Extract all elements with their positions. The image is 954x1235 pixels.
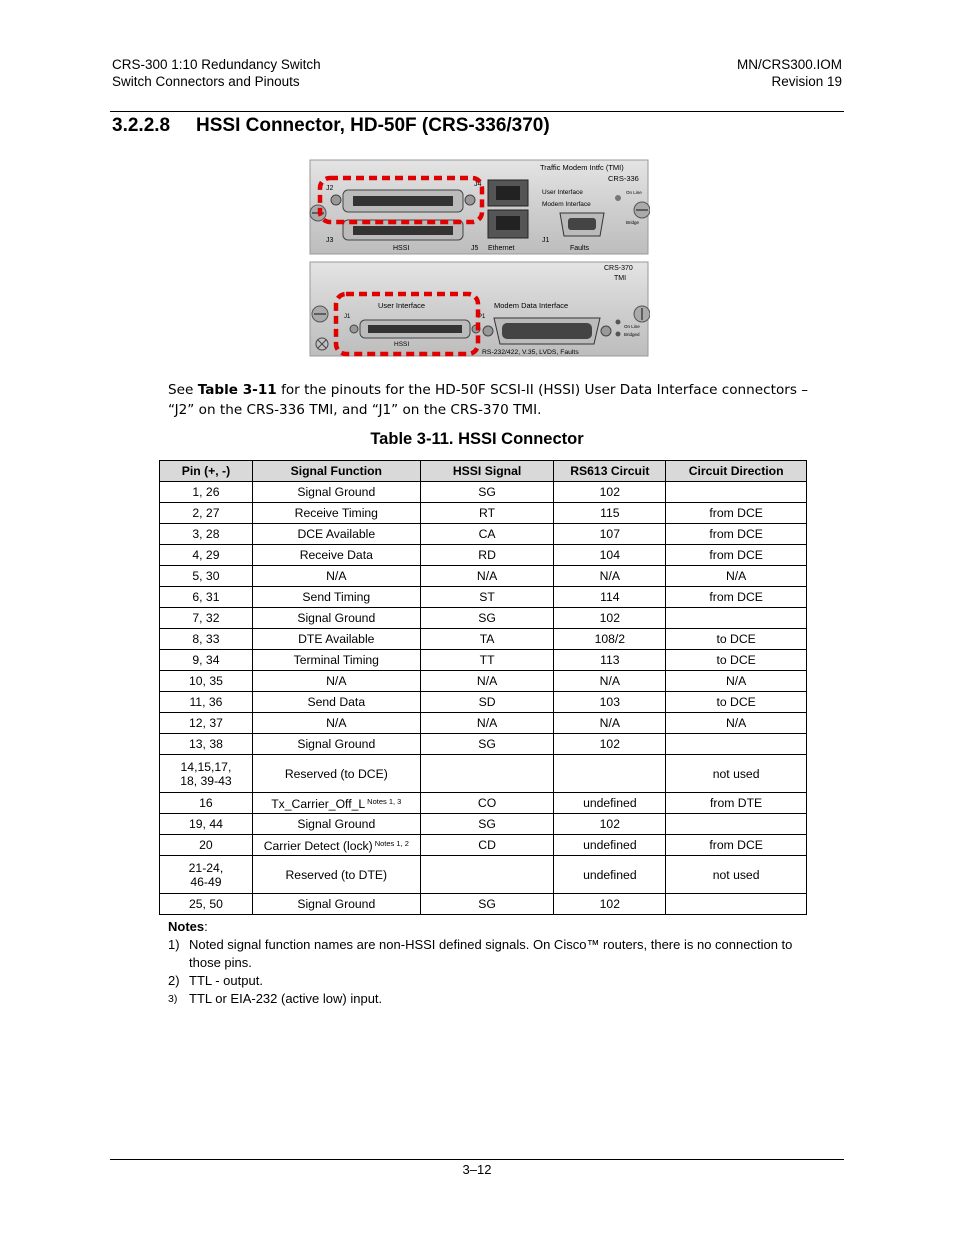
table-row (160, 503, 807, 524)
signal-function-text: Tx_Carrier_Off_L (271, 797, 366, 811)
table-row (160, 650, 807, 671)
circuit-direction-cell: to DCE (666, 650, 807, 671)
crs336-j3: J3 (326, 237, 334, 244)
note-item (168, 990, 808, 1008)
crs336-j5: J5 (471, 245, 479, 252)
crs370-bottom-label: RS-232/422, V.35, LVDS, Faults (482, 349, 579, 356)
circuit-direction-cell (666, 814, 807, 835)
signal-function-text: Receive Timing (294, 506, 378, 520)
pin-cell: 25, 50 (160, 894, 253, 915)
table-row (160, 524, 807, 545)
header-hssi-signal: HSSI Signal (420, 461, 554, 482)
rs613-circuit-cell: 107 (554, 524, 666, 545)
crs370-modem-data-interface: Modem Data Interface (494, 301, 569, 310)
signal-function-cell (252, 566, 420, 587)
signal-function-text: Signal Ground (297, 817, 376, 831)
pin-cell: 11, 36 (160, 692, 253, 713)
hssi-signal-cell: N/A (420, 671, 554, 692)
section-title: HSSI Connector, HD-50F (CRS-336/370) (196, 115, 550, 136)
note-reference: Notes 1, 2 (374, 839, 409, 848)
table-body (160, 482, 807, 915)
pin-cell: 20 (160, 835, 253, 856)
pin-cell: 5, 30 (160, 566, 253, 587)
hssi-signal-cell: CA (420, 524, 554, 545)
signal-function-cell (252, 814, 420, 835)
note-text: TTL or EIA-232 (active low) input. (189, 991, 383, 1006)
signal-function-cell (252, 629, 420, 650)
crs336-bridge: Bridge (626, 220, 640, 225)
hssi-signal-cell: CD (420, 835, 554, 856)
hssi-signal-cell (420, 856, 554, 894)
signal-function-text: DCE Available (297, 527, 376, 541)
crs336-j1: J1 (542, 237, 550, 244)
hssi-signal-cell (420, 755, 554, 793)
hssi-signal-cell: N/A (420, 566, 554, 587)
table-row (160, 482, 807, 503)
circuit-direction-cell (666, 608, 807, 629)
page-number: 3–12 (462, 1162, 492, 1177)
crs370-title: CRS-370 (604, 265, 633, 272)
hssi-signal-cell: RD (420, 545, 554, 566)
circuit-direction-cell: from DCE (666, 503, 807, 524)
table-row (160, 566, 807, 587)
circuit-direction-cell: N/A (666, 713, 807, 734)
signal-function-cell (252, 713, 420, 734)
signal-function-cell (252, 650, 420, 671)
table-row (160, 835, 807, 856)
document-title: CRS-300 1:10 Redundancy Switch (112, 57, 321, 72)
rs613-circuit-cell: undefined (554, 856, 666, 894)
hssi-signal-cell: TA (420, 629, 554, 650)
table-row (160, 545, 807, 566)
note-item (168, 936, 808, 972)
pin-cell: 9, 34 (160, 650, 253, 671)
circuit-direction-cell: N/A (666, 671, 807, 692)
signal-function-cell (252, 734, 420, 755)
crs336-hssi: HSSI (393, 245, 410, 252)
crs336-ethernet: Ethernet (488, 245, 515, 252)
intro-paragraph (168, 380, 828, 420)
table-row (160, 671, 807, 692)
table-caption: Table 3-11. HSSI Connector (370, 430, 584, 448)
crs336-model: CRS-336 (608, 174, 639, 183)
pin-cell: 6, 31 (160, 587, 253, 608)
notes-section: Notes: 1) Noted signal function names are non-HSSI defined signals. On Cisco™ routers, there is no connection to those pins. 2) TTL - output. 3) TTL or EIA-232 (active low) input. (168, 918, 808, 1008)
pin-cell: 2, 27 (160, 503, 253, 524)
circuit-direction-cell: from DTE (666, 793, 807, 814)
table-row (160, 793, 807, 814)
signal-function-cell (252, 793, 420, 814)
pin-cell: 12, 37 (160, 713, 253, 734)
circuit-direction-cell (666, 734, 807, 755)
pin-cell: 1, 26 (160, 482, 253, 503)
document-number: MN/CRS300.IOM (736, 57, 842, 72)
signal-function-text: N/A (326, 569, 347, 583)
note-item (168, 972, 808, 990)
pin-cell: 8, 33 (160, 629, 253, 650)
signal-function-text: Send Timing (302, 590, 371, 604)
signal-function-text: N/A (326, 674, 347, 688)
table-row (160, 814, 807, 835)
circuit-direction-cell: not used (666, 856, 807, 894)
notes-title: Notes (168, 919, 205, 934)
signal-function-text: N/A (326, 716, 347, 730)
circuit-direction-cell: not used (666, 755, 807, 793)
header-circuit-direction: Circuit Direction (666, 461, 807, 482)
crs370-bridged: Bridged (624, 332, 640, 337)
note-text: TTL - output. (189, 973, 263, 988)
para-text: for the pinouts for the HD-50F SCSI-II (HSSI) User Data Interface connectors – “J2” on the CRS-336 TMI, and “J1” on the CRS-370 TMI. (168, 382, 809, 418)
signal-function-text: Reserved (to DCE) (284, 766, 388, 781)
crs336-j4: J4 (474, 181, 482, 188)
chapter-title: Switch Connectors and Pinouts (112, 74, 300, 89)
signal-function-cell (252, 835, 420, 856)
header-right (737, 56, 842, 90)
rs613-circuit-cell: 102 (554, 894, 666, 915)
circuit-direction-cell: from DCE (666, 587, 807, 608)
crs336-online: On Line (626, 190, 642, 195)
rs613-circuit-cell: undefined (554, 793, 666, 814)
signal-function-cell (252, 482, 420, 503)
signal-function-cell (252, 671, 420, 692)
crs370-user-interface: User Interface (378, 301, 426, 310)
crs336-faults: Faults (570, 245, 590, 252)
hssi-signal-cell: SG (420, 894, 554, 915)
table-row (160, 587, 807, 608)
hssi-signal-cell: RT (420, 503, 554, 524)
circuit-direction-cell (666, 482, 807, 503)
rs613-circuit-cell: 114 (554, 587, 666, 608)
table-row (160, 894, 807, 915)
crs336-user-interface: User Interface (542, 189, 583, 196)
rs613-circuit-cell: 103 (554, 692, 666, 713)
signal-function-text: Signal Ground (297, 485, 376, 499)
rs613-circuit-cell (554, 755, 666, 793)
signal-function-text: Signal Ground (297, 897, 376, 911)
circuit-direction-cell: from DCE (666, 545, 807, 566)
crs370-j1: J1 (344, 314, 351, 320)
signal-function-text: Signal Ground (297, 737, 376, 751)
crs336-j2: J2 (326, 185, 334, 192)
pin-cell: 16 (160, 793, 253, 814)
rs613-circuit-cell: undefined (554, 835, 666, 856)
table-row (160, 713, 807, 734)
crs370-model: TMI (614, 275, 627, 282)
note-reference: Notes 1, 3 (367, 797, 402, 806)
signal-function-cell (252, 894, 420, 915)
circuit-direction-cell (666, 894, 807, 915)
note-text: Noted signal function names are non-HSSI defined signals. On Cisco™ routers, there is no connection to those pins. (189, 937, 793, 970)
header-signal-function: Signal Function (252, 461, 420, 482)
signal-function-text: Carrier Detect (lock) (263, 839, 373, 853)
pin-cell: 19, 44 (160, 814, 253, 835)
table-row (160, 856, 807, 894)
hssi-pinout-table (159, 460, 807, 915)
crs370-online: On Line (624, 324, 640, 329)
table-row (160, 734, 807, 755)
connector-photo-figure (308, 158, 650, 358)
rs613-circuit-cell: 113 (554, 650, 666, 671)
signal-function-cell (252, 503, 420, 524)
pin-cell: 13, 38 (160, 734, 253, 755)
hssi-signal-cell: CO (420, 793, 554, 814)
signal-function-text: DTE Available (298, 632, 375, 646)
pin-cell: 21-24, 46-49 (160, 856, 253, 894)
note-number: 3) (168, 993, 178, 1005)
pin-cell: 7, 32 (160, 608, 253, 629)
signal-function-cell (252, 608, 420, 629)
rs613-circuit-cell: 102 (554, 734, 666, 755)
table-reference: Table 3-11 (197, 382, 277, 398)
footer-rule (110, 1159, 844, 1160)
note-number: 2) (168, 973, 180, 988)
signal-function-cell (252, 587, 420, 608)
signal-function-text: Send Data (307, 695, 366, 709)
table-row (160, 692, 807, 713)
circuit-direction-cell: from DCE (666, 524, 807, 545)
table-row (160, 608, 807, 629)
crs336-title: Traffic Modem Intfc (TMI) (540, 163, 624, 172)
crs336-modem-interface: Modem Interface (542, 201, 591, 208)
hssi-signal-cell: TT (420, 650, 554, 671)
signal-function-cell (252, 692, 420, 713)
rs613-circuit-cell: N/A (554, 566, 666, 587)
signal-function-cell (252, 545, 420, 566)
circuit-direction-cell: from DCE (666, 835, 807, 856)
para-text: See (168, 382, 198, 398)
rs613-circuit-cell: 115 (554, 503, 666, 524)
header-left (112, 56, 321, 90)
signal-function-cell (252, 755, 420, 793)
table-header-row (160, 461, 807, 482)
header-rs613-circuit: RS613 Circuit (554, 461, 666, 482)
hssi-signal-cell: SG (420, 608, 554, 629)
table-row (160, 629, 807, 650)
pin-cell: 10, 35 (160, 671, 253, 692)
note-number: 1) (168, 937, 180, 952)
signal-function-cell (252, 856, 420, 894)
section-number: 3.2.2.8 (112, 115, 171, 136)
pin-cell: 3, 28 (160, 524, 253, 545)
hssi-signal-cell: SG (420, 482, 554, 503)
rs613-circuit-cell: 108/2 (554, 629, 666, 650)
signal-function-text: Signal Ground (297, 611, 376, 625)
revision: Revision 19 (771, 74, 842, 89)
rs613-circuit-cell: 104 (554, 545, 666, 566)
pin-cell: 4, 29 (160, 545, 253, 566)
hssi-signal-cell: SG (420, 734, 554, 755)
signal-function-text: Terminal Timing (293, 653, 379, 667)
signal-function-text: Reserved (to DTE) (285, 867, 388, 882)
rs613-circuit-cell: N/A (554, 671, 666, 692)
hssi-signal-cell: SD (420, 692, 554, 713)
hssi-signal-cell: ST (420, 587, 554, 608)
rs613-circuit-cell: 102 (554, 814, 666, 835)
hssi-signal-cell: SG (420, 814, 554, 835)
hssi-signal-cell: N/A (420, 713, 554, 734)
rs613-circuit-cell: 102 (554, 482, 666, 503)
header-rule (110, 111, 844, 112)
rs613-circuit-cell: 102 (554, 608, 666, 629)
section-heading (112, 115, 550, 137)
signal-function-cell (252, 524, 420, 545)
pin-cell: 14,15,17, 18, 39-43 (160, 755, 253, 793)
crs370-hssi: HSSI (394, 341, 410, 348)
circuit-direction-cell: to DCE (666, 629, 807, 650)
signal-function-text: Receive Data (299, 548, 373, 562)
header-pin: Pin (+, -) (160, 461, 253, 482)
crs370-p1: P1 (478, 314, 486, 320)
rs613-circuit-cell: N/A (554, 713, 666, 734)
circuit-direction-cell: to DCE (666, 692, 807, 713)
circuit-direction-cell: N/A (666, 566, 807, 587)
table-row (160, 755, 807, 793)
